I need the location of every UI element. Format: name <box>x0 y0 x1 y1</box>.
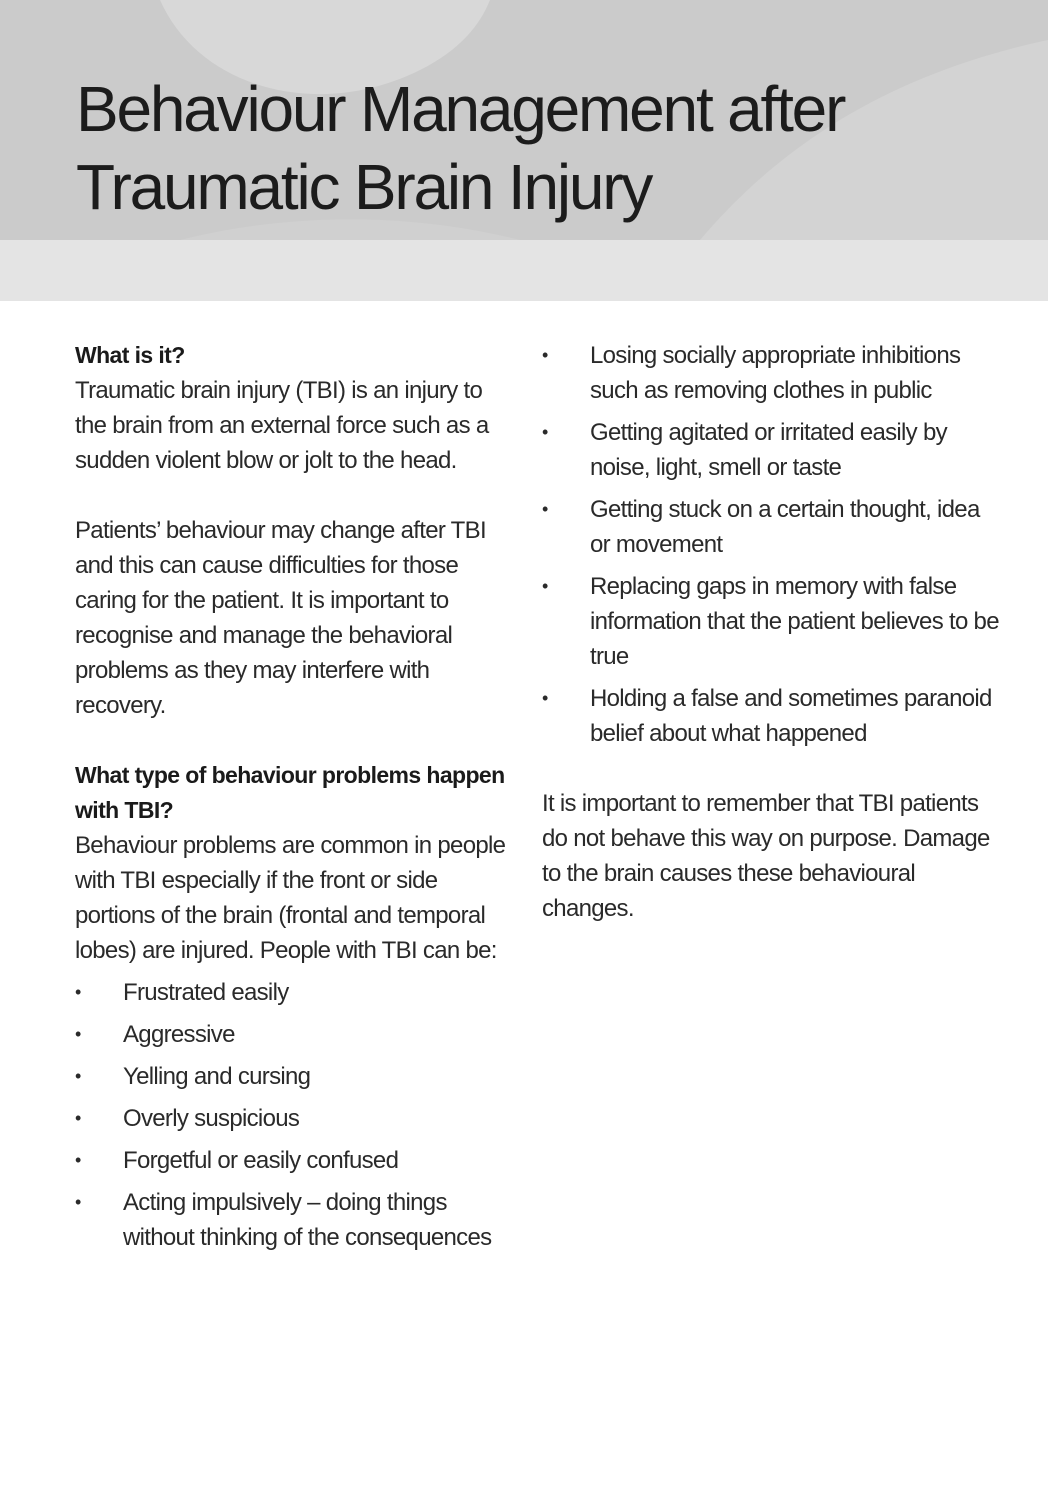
bullet-icon: • <box>75 1024 81 1044</box>
list-item-text: Holding a false and sometimes paranoid belief about what happened <box>590 685 992 747</box>
list-item <box>75 1143 515 1178</box>
bullet-icon: • <box>542 345 548 365</box>
bullet-icon: • <box>542 576 548 596</box>
list-item-text: Losing socially appropriate inhibitions such as removing clothes in public <box>590 342 961 404</box>
list-item <box>542 569 1002 674</box>
list-item <box>542 338 1002 408</box>
paragraph-behaviour-change: Patients’ behaviour may change after TBI and this can cause difficulties for those caring for the patient. It is important to recognise and manage the behavioral problems as they may interfere with recovery. <box>75 517 486 719</box>
list-item-text: Replacing gaps in memory with false information that the patient believes to be true <box>590 573 999 670</box>
list-item <box>75 975 515 1010</box>
heading-behaviour-problems: What type of behaviour problems happen with TBI? <box>75 762 505 823</box>
paragraph-closing: It is important to remember that TBI patients do not behave this way on purpose. Damage to the brain causes these behavioural changes. <box>542 790 990 922</box>
list-item-text: Yelling and cursing <box>123 1063 311 1090</box>
list-item <box>75 1059 515 1094</box>
bullet-icon: • <box>542 688 548 708</box>
bullet-icon: • <box>75 1150 81 1170</box>
page-title: Behaviour Management after Traumatic Brain Injury <box>76 73 845 223</box>
list-item-text: Acting impulsively – doing things without thinking of the consequences <box>123 1189 492 1251</box>
bullet-icon: • <box>542 499 548 519</box>
bullet-icon: • <box>75 1108 81 1128</box>
paragraph-definition: Traumatic brain injury (TBI) is an injury to the brain from an external force such as a sudden violent blow or jolt to the head. <box>75 377 489 474</box>
bullet-icon: • <box>75 1192 81 1212</box>
list-item-text: Forgetful or easily confused <box>123 1147 399 1174</box>
list-item-text: Getting stuck on a certain thought, idea or movement <box>590 496 980 558</box>
left-column <box>75 338 515 1255</box>
list-item <box>542 492 1002 562</box>
right-bullet-list <box>542 338 1002 751</box>
paragraph-common-problems: Behaviour problems are common in people with TBI especially if the front or side portions of the brain (frontal and temporal lobes) are injured. People with TBI can be: <box>75 832 506 964</box>
list-item-text: Getting agitated or irritated easily by noise, light, smell or taste <box>590 419 947 481</box>
heading-what-is-it: What is it? <box>75 342 185 368</box>
right-column <box>542 338 1002 926</box>
bullet-icon: • <box>75 1066 81 1086</box>
bullet-icon: • <box>542 422 548 442</box>
list-item-text: Aggressive <box>123 1021 235 1048</box>
list-item <box>75 1185 515 1255</box>
list-item <box>75 1101 515 1136</box>
header-sub-band <box>0 240 1048 301</box>
list-item-text: Overly suspicious <box>123 1105 300 1132</box>
list-item <box>542 415 1002 485</box>
bullet-icon: • <box>75 982 81 1002</box>
list-item <box>75 1017 515 1052</box>
left-bullet-list <box>75 975 515 1255</box>
list-item-text: Frustrated easily <box>123 979 289 1006</box>
list-item <box>542 681 1002 751</box>
